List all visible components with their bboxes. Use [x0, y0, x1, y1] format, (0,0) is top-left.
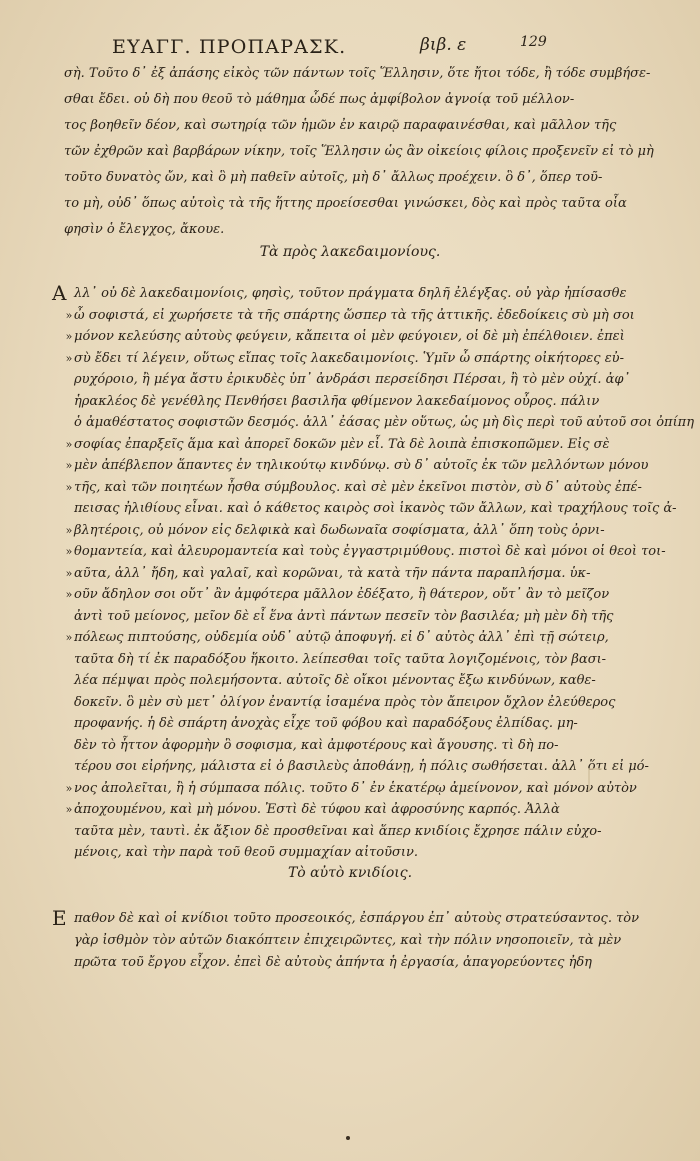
text-line: τοῦτο δυνατὸς ὤν, καὶ ὃ μὴ παθεῖν αὐτοῖς, μὴ δ᾽ ἄλλως προέχειν. ὃ δ᾽, ὅπερ τοῦ-: [64, 170, 603, 185]
book-number: βιβ. ε: [420, 35, 467, 55]
text-line: οῦν ἄδηλον σοι οὔτ᾽ ἂν ἀμφότερα μᾶλλον ἐδέξατο, ἢ θάτερον, οὔτ᾽ ἂν τὸ μεῖζον: [74, 587, 610, 602]
quotation-marker: »: [65, 803, 73, 816]
text-line: προφανής. ἡ δὲ σπάρτη ἀνοχὰς εἶχε τοῦ φόβου καὶ παραδόξους ἐλπίδας. μη-: [74, 716, 578, 731]
text-line: φησὶν ὁ ἔλεγχος, ἄκουε.: [64, 222, 225, 237]
text-line: ἀποχουμένου, καὶ μὴ μόνου. Ἐστὶ δὲ τύφου καὶ ἀφροσύνης καρπός. Ἀλλὰ: [74, 802, 560, 817]
text-line: ἡρακλέος δὲ γενέθλης Πενθήσει βασιλῆα φθίμενον λακεδαίμονος οὖρος. πάλιν: [74, 393, 600, 409]
text-line: δοκεῖν. ὃ μὲν σὺ μετ᾽ ὀλίγον ἐναντίᾳ ἰσαμένα πρὸς τὸν ἄπειρον ὄχλον ἐλεύθερος: [74, 694, 616, 710]
text-line: μόνον κελεύσης αὐτοὺς φεύγειν, κἄπειτα οἱ μὲν φεύγοιεν, οἱ δὲ μὴ ἐπέλθοιεν. ἐπεὶ: [74, 329, 625, 344]
text-line: ἀντὶ τοῦ μείονος, μεῖον δὲ εἶ ἕνα ἀντὶ πάντων πεσεῖν τὸν βασιλέα; μὴ μὲν δὴ τῆς: [74, 608, 614, 624]
quotation-marker: »: [65, 437, 73, 451]
text-line: τος βοηθεῖν δέον, καὶ σωτηρίᾳ τῶν ἡμῶν ἐν καιρῷ παραφαινέσθαι, καὶ μᾶλλον τῆς: [64, 118, 617, 133]
text-line: νος ἀπολεῖται, ἢ ἡ σύμπασα πόλις. τοῦτο δ᾽ ἐν ἑκατέρῳ ἀμείνονον, καὶ μόνον αὐτὸν: [74, 780, 637, 796]
quotation-marker: »: [65, 351, 73, 365]
text-line: σθαι ἔδει. οὐ δὴ που θεοῦ τὸ μάθημα ὧδέ πως ἀμφίβολον ἀγνοίᾳ τοῦ μέλλον-: [64, 92, 575, 107]
text-line: τέρου σοι εἰρήνης, μάλιστα εἰ ὁ βασιλεὺς ἀποθάνῃ, ἡ πόλις σωθήσεται. ἀλλ᾽ ὅτι εἰ μό-: [74, 759, 649, 774]
text-line: βλητέροις, οὐ μόνον εἰς δελφικὰ καὶ δωδωναῖα σοφίσματα, ἀλλ᾽ ὅπη τοὺς ὀρνι-: [74, 522, 605, 538]
quotation-marker: »: [65, 523, 73, 537]
text-line: μὲν ἀπέβλεπον ἅπαντες ἐν τηλικούτῳ κινδύνῳ. σὺ δ᾽ αὐτοῖς ἐκ τῶν μελλόντων μόνου: [74, 458, 649, 473]
page-header: [0, 36, 700, 60]
quotation-marker: »: [65, 566, 73, 580]
text-line: δὲν τὸ ἧττον ἀφορμὴν ὃ σοφισμα, καὶ ἀμφοτέρους καὶ ἄγουσης. τὶ δὴ πο-: [74, 737, 559, 753]
text-line: τῶν ἐχθρῶν καὶ βαρβάρων νίκην, τοῖς Ἕλλησιν ὡς ἂν οἰκείοις φίλοις προξενεῖν εἰ τὸ μὴ: [64, 144, 654, 159]
text-line: λλ᾽ οὐ δὲ λακεδαιμονίοις, φησὶς, τοῦτον πράγματα δηλῆ ἐλέγξας. οὐ γὰρ ἠπίσασθε: [74, 286, 627, 301]
quotation-marker: »: [65, 480, 73, 494]
initial-letter: Ε: [52, 906, 67, 930]
text-line: αῦτα, ἀλλ᾽ ἤδη, καὶ γαλαῖ, καὶ κορῶναι, τὰ κατὰ τῆν πάντα παραπλήσμα. ὑκ-: [74, 565, 591, 581]
signature-dot: [346, 1136, 350, 1140]
initial-letter: Α: [52, 281, 67, 305]
text-line: μένοις, καὶ τὴν παρὰ τοῦ θεοῦ συμμαχίαν αἰτοῦσιν.: [74, 845, 418, 860]
text-line: γὰρ ἰσθμὸν τὸν αὐτῶν διακόπτειν ἐπιχειρῶντες, καὶ τὴν πόλιν νησοποιεῖν, τὰ μὲν: [74, 933, 622, 948]
text-line: ταῦτα δὴ τί ἐκ παραδόξου ἥκοιτο. λείπεσθαι τοῖς ταῦτα λογιζομένοις, τὸν βασι-: [74, 651, 607, 667]
text-line: ὦ σοφιστά, εἰ χωρήσετε τὰ τῆς σπάρτης ὥσπερ τὰ τῆς ἀττικῆς. ἐδεδοίκεις σὺ μὴ σοι: [74, 307, 635, 323]
text-line: πρῶτα τοῦ ἔργου εἶχον. ἐπεὶ δὲ αὐτοὺς ἀπήντα ἡ ἐργασία, ἀπαγορεύοντες ἠδη: [74, 955, 592, 970]
running-head: ΕΥΑΓΓ. ΠΡΟΠΑΡΑΣΚ.: [112, 36, 347, 58]
text-line: λέα πέμψαι πρὸς πολεμήσοντα. αὐτοῖς δὲ οἴκοι μένοντας ἔξω κινδύνων, καθε-: [74, 673, 596, 688]
text-line: παθον δὲ καὶ οἱ κνίδιοι τοῦτο προσεοικός, ἐσπάργου ἐπ᾽ αὐτοὺς στρατεύσαντος. τὸν: [74, 911, 640, 926]
text-line: σοφίας ἐπαρξεῖς ἅμα καὶ ἀπορεῖ δοκῶν μὲν εἶ. Τὰ δὲ λοιπὰ ἐπισκοπῶμεν. Εἰς σὲ: [74, 436, 610, 452]
quotation-marker: »: [65, 459, 73, 472]
quotation-marker: »: [65, 588, 73, 601]
faint-margin-mark: [588, 768, 602, 792]
text-line: πόλεως πιπτούσης, οὐδεμία οὐδ᾽ αὐτῷ ἀποφυγή. εἰ δ᾽ αὐτὸς ἀλλ᾽ ἐπὶ τῇ σώτειρ,: [74, 630, 609, 645]
page-number: 129: [520, 34, 547, 50]
text-line: ρυχόροιο, ἢ μέγα ἄστυ ἐρικυδὲς ὑπ᾽ ἀνδράσι περσείδησι Πέρσαι, ἢ τὸ μὲν οὐχί. ἀφ᾽: [74, 372, 630, 387]
quotation-marker: »: [65, 631, 73, 644]
section-heading-lacedaemonians: Τὰ πρὸς λακεδαιμονίους.: [259, 244, 441, 260]
section-heading-cnidians: Τὸ αὐτὸ κνιδίοις.: [287, 865, 413, 881]
text-line: τῆς, καὶ τῶν ποιητέων ἦσθα σύμβουλος. καὶ σὲ μὲν ἐκεῖνοι πιστὸν, σὺ δ᾽ αὐτοὺς ἐπέ-: [74, 479, 642, 495]
quotation-marker: »: [65, 545, 73, 558]
text-line: σὺ ἔδει τί λέγειν, οὕτως εἴπας τοῖς λακεδαιμονίοις. Ὑμῖν ὦ σπάρτης οἰκήτορες εὐ-: [74, 350, 624, 366]
text-line: ταῦτα μὲν, ταυτὶ. ἐκ ἄξιον δὲ προσθεῖναι καὶ ἅπερ κνιδίοις ἔχρησε πάλιν εὐχο-: [74, 823, 602, 839]
text-line: σὴ. Τοῦτο δ᾽ ἐξ ἀπάσης εἰκὸς τῶν πάντων τοῖς Ἕλλησιν, ὅτε ἤτοι τόδε, ἢ τόδε συμβήσε-: [64, 66, 651, 81]
quotation-marker: »: [65, 781, 73, 795]
text-line: το μὴ, οὐδ᾽ ὅπως αὐτοὶς τὰ τῆς ἥττης προείσεσθαι γινώσκει, δὸς καὶ πρὸς ταῦτα οἷα: [64, 196, 627, 211]
text-line: ὁ ἀμαθέστατος σοφιστῶν δεσμός. ἀλλ᾽ ἐάσας μὲν οὕτως, ὡς μὴ δὶς περὶ τοῦ αὐτοῦ σοι ὀπίπη: [74, 415, 695, 430]
text-line: θομαντεία, καὶ ἀλευρομαντεία καὶ τοὺς ἐγγαστριμύθους. πιστοὶ δὲ καὶ μόνοι οἱ θεοὶ τοι-: [74, 544, 666, 559]
quotation-marker: »: [65, 330, 73, 343]
quotation-marker: »: [65, 308, 73, 322]
text-line: πεισας ἠλιθίους εἶναι. καὶ ὁ κάθετος καιρὸς σοὶ ἱκανὸς τῶν ἄλλων, καὶ τραχήλους τοῖς ἀ-: [74, 501, 677, 516]
